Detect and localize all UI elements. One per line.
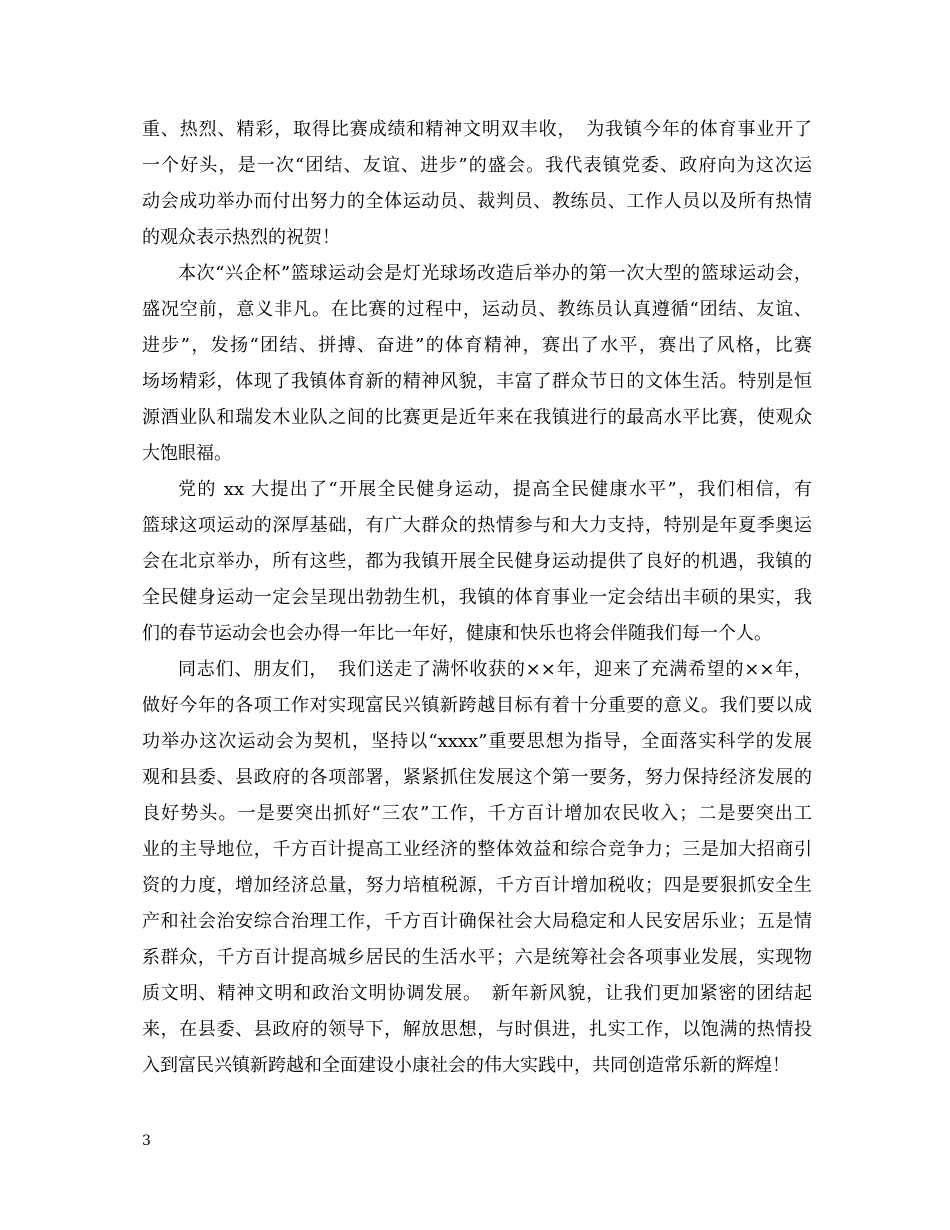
text-line: 观和县委、县政府的各项部署，紧紧抓住发展这个第一要务，努力保持经济发展的 bbox=[142, 767, 812, 788]
text-line: 们的春节运动会也会办得一年比一年好，健康和快乐也将会伴随我们每一个人。 bbox=[142, 623, 772, 644]
text-line: 大饱眼福。 bbox=[142, 443, 232, 464]
text-line: 做好今年的各项工作对实现富民兴镇新跨越目标有着十分重要的意义。我们要以成 bbox=[142, 695, 812, 716]
text-line: 篮球这项运动的深厚基础，有广大群众的热情参与和大力支持，特别是年夏季奥运 bbox=[142, 515, 812, 536]
text-line: 质文明、精神文明和政治文明协调发展。 新年新风貌，让我们更加紧密的团结起 bbox=[142, 983, 812, 1004]
text-line: 党的 xx 大提出了“开展全民健身运动，提高全民健康水平”，我们相信，有 bbox=[178, 479, 812, 500]
text-line: 系群众，千方百计提高城乡居民的生活水平；六是统筹社会各项事业发展，实现物 bbox=[142, 947, 812, 968]
text-line: 功举办这次运动会为契机，坚持以“xxxx”重要思想为指导，全面落实科学的发展 bbox=[142, 731, 812, 752]
text-line: 一个好头，是一次“团结、友谊、进步”的盛会。我代表镇党委、政府向为这次运 bbox=[142, 155, 812, 176]
text-line: 进步”，发扬“团结、拼搏、奋进”的体育精神，赛出了水平，赛出了风格，比赛 bbox=[142, 335, 812, 356]
page-number: 3 bbox=[142, 1133, 151, 1149]
text-line: 全民健身运动一定会呈现出勃勃生机，我镇的体育事业一定会结出丰硕的果实，我 bbox=[142, 587, 812, 608]
text-line: 的观众表示热烈的祝贺！ bbox=[142, 227, 340, 248]
text-line: 重、热烈、精彩，取得比赛成绩和精神文明双丰收， 为我镇今年的体育事业开了 bbox=[142, 119, 812, 140]
text-line: 动会成功举办而付出努力的全体运动员、裁判员、教练员、工作人员以及所有热情 bbox=[142, 191, 812, 212]
text-line: 产和社会治安综合治理工作，千方百计确保社会大局稳定和人民安居乐业；五是情 bbox=[142, 911, 812, 932]
text-line: 场场精彩，体现了我镇体育新的精神风貌，丰富了群众节日的文体生活。特别是恒 bbox=[142, 371, 812, 392]
body-text bbox=[142, 112, 812, 1084]
text-line: 入到富民兴镇新跨越和全面建设小康社会的伟大实践中，共同创造常乐新的辉煌！ bbox=[142, 1055, 790, 1076]
text-line: 良好势头。一是要突出抓好“三农”工作，千方百计增加农民收入；二是要突出工 bbox=[142, 803, 812, 824]
text-line: 同志们、朋友们， 我们送走了满怀收获的××年，迎来了充满希望的××年， bbox=[178, 659, 812, 680]
text-line: 会在北京举办，所有这些，都为我镇开展全民健身运动提供了良好的机遇，我镇的 bbox=[142, 551, 812, 572]
text-line: 本次“兴企杯”篮球运动会是灯光球场改造后举办的第一次大型的篮球运动会， bbox=[178, 263, 812, 284]
text-line: 资的力度，增加经济总量，努力培植税源，千方百计增加税收；四是要狠抓安全生 bbox=[142, 875, 812, 896]
text-line: 业的主导地位，千方百计提高工业经济的整体效益和综合竞争力；三是加大招商引 bbox=[142, 839, 812, 860]
text-line: 盛况空前，意义非凡。在比赛的过程中，运动员、教练员认真遵循“团结、友谊、 bbox=[142, 299, 812, 320]
text-line: 来，在县委、县政府的领导下，解放思想，与时俱进，扎实工作，以饱满的热情投 bbox=[142, 1019, 812, 1040]
text-line: 源酒业队和瑞发木业队之间的比赛更是近年来在我镇进行的最高水平比赛，使观众 bbox=[142, 407, 812, 428]
